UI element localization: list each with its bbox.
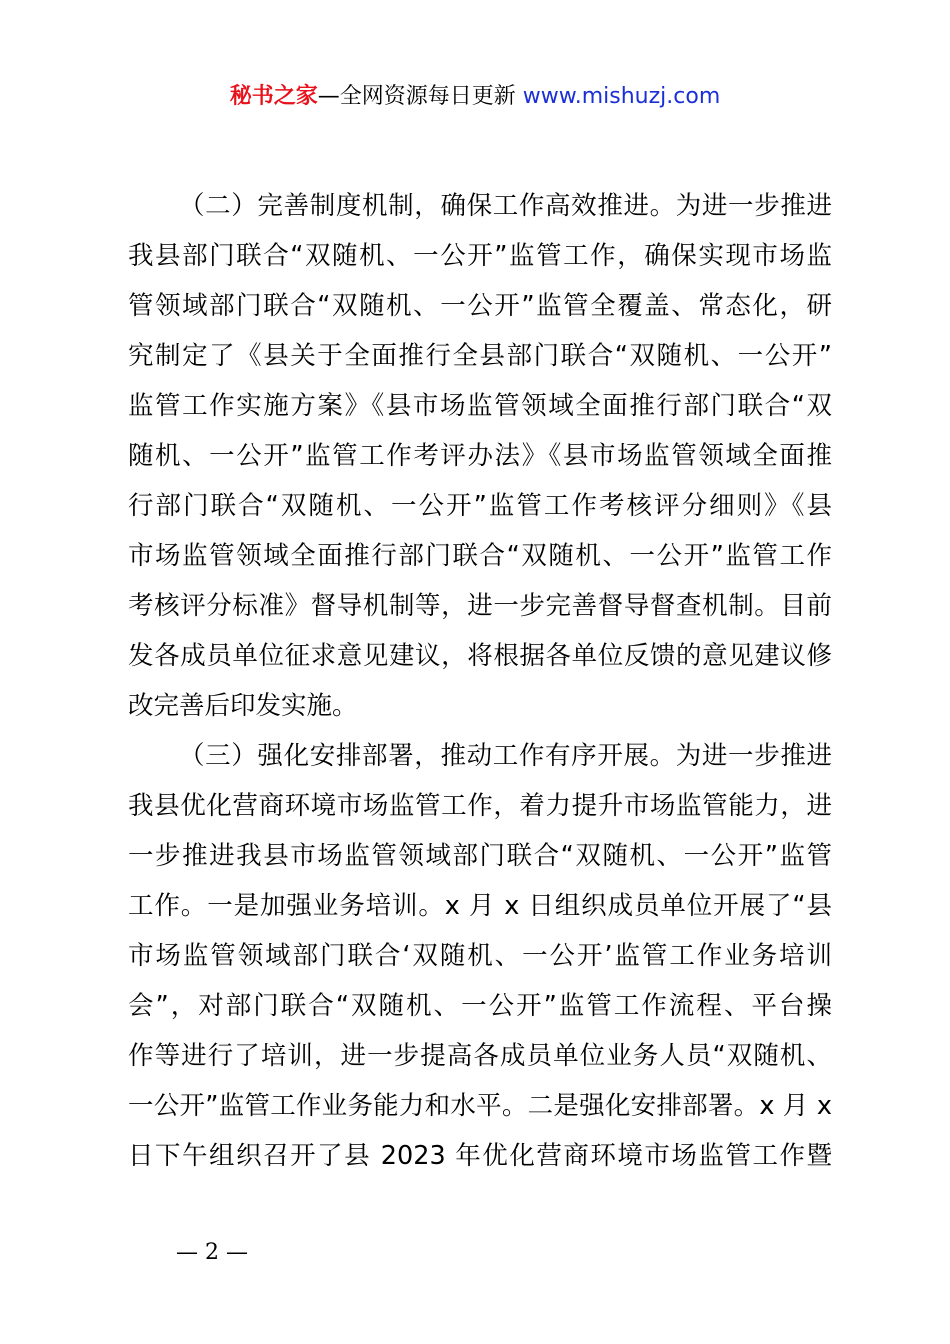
paragraph-2-line-11: 改完善后印发实施。: [128, 691, 358, 721]
site-header: [0, 80, 950, 114]
paragraph-3-line-6: 会”，对部门联合“双随机、一公开”监管工作流程、平台操: [128, 991, 832, 1021]
paragraph-2-line-4: 究制定了《县关于全面推行全县部门联合“双随机、一公开”: [128, 341, 832, 371]
paragraph-3-line-2: 我县优化营商环境市场监管工作，着力提升市场监管能力，进: [128, 791, 832, 821]
page-number: — 2 —: [176, 1240, 248, 1265]
paragraph-2-line-5: 监管工作实施方案》《县市场监管领域全面推行部门联合“双: [128, 391, 832, 421]
site-url-link[interactable]: www.mishuzj.com: [522, 84, 721, 109]
site-tagline: —全网资源每日更新: [317, 84, 523, 109]
site-brand: 秘书之家: [229, 84, 318, 109]
paragraph-2-line-1: （二）完善制度机制，确保工作高效推进。为进一步推进: [179, 191, 832, 221]
document-body: [128, 181, 832, 1181]
paragraph-3-line-3: 一步推进我县市场监管领域部门联合“双随机、一公开”监管: [128, 841, 832, 871]
paragraph-3-line-8: 一公开”监管工作业务能力和水平。二是强化安排部署。x 月 x: [128, 1091, 832, 1121]
paragraph-3-line-4: 工作。一是加强业务培训。x 月 x 日组织成员单位开展了“县: [128, 891, 832, 921]
paragraph-3-line-7: 作等进行了培训，进一步提高各成员单位业务人员“双随机、: [128, 1041, 832, 1071]
paragraph-3-line-5: 市场监管领域部门联合‘双随机、一公开’监管工作业务培训: [128, 941, 832, 971]
paragraph-2-line-7: 行部门联合“双随机、一公开”监管工作考核评分细则》《县: [128, 491, 832, 521]
paragraph-2-line-6: 随机、一公开”监管工作考评办法》《县市场监管领域全面推: [128, 441, 832, 471]
paragraph-2-line-3: 管领域部门联合“双随机、一公开”监管全覆盖、常态化，研: [128, 291, 832, 321]
paragraph-2-line-10: 发各成员单位征求意见建议，将根据各单位反馈的意见建议修: [128, 641, 832, 671]
paragraph-2-line-2: 我县部门联合“双随机、一公开”监管工作，确保实现市场监: [128, 241, 832, 271]
paragraph-3-line-9: 日下午组织召开了县 2023 年优化营商环境市场监管工作暨: [128, 1141, 832, 1171]
paragraph-2-line-8: 市场监管领域全面推行部门联合“双随机、一公开”监管工作: [128, 541, 832, 571]
paragraph-3-line-1: （三）强化安排部署，推动工作有序开展。为进一步推进: [179, 741, 832, 771]
paragraph-2-line-9: 考核评分标准》督导机制等，进一步完善督导督查机制。目前: [128, 591, 832, 621]
